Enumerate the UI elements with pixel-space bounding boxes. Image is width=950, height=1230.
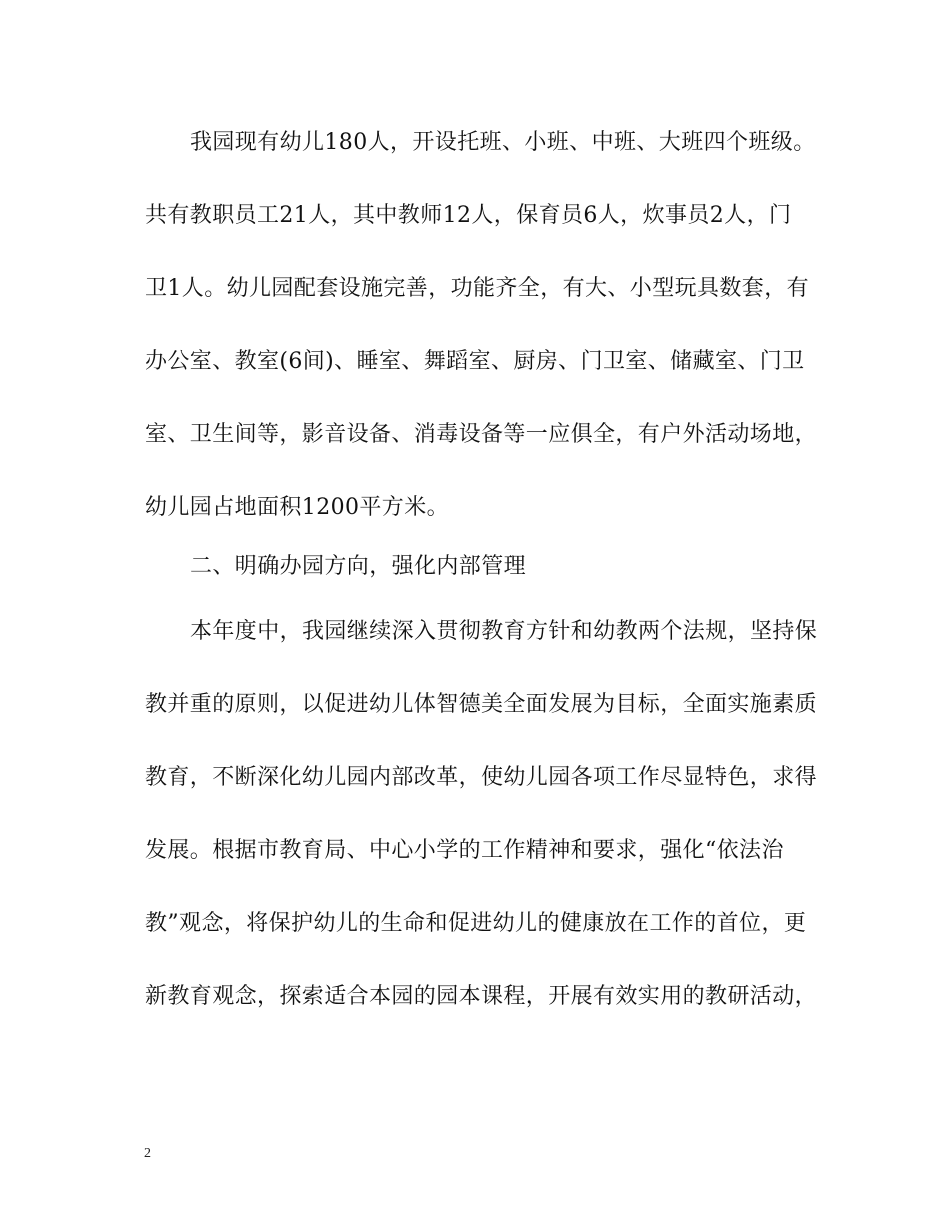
paragraph-line-11: 教”观念，将保护幼儿的生命和促进幼儿的健康放在工作的首位，更 xyxy=(145,911,807,936)
paragraph-line-12: 新教育观念，探索适合本园的园本课程，开展有效实用的教研活动， xyxy=(145,984,818,1009)
paragraph-line-6: 幼儿园占地面积1200平方米。 xyxy=(145,495,449,520)
paragraph-line-1: 我园现有幼儿180人，开设托班、小班、中班、大班四个班级。 xyxy=(190,130,816,155)
section-heading: 二、明确办园方向，强化内部管理 xyxy=(190,554,527,579)
paragraph-line-3: 卫1人。幼儿园配套设施完善，功能齐全，有大、小型玩具数套，有 xyxy=(145,276,809,301)
paragraph-line-5: 室、卫生间等，影音设备、消毒设备等一应俱全，有户外活动场地， xyxy=(145,422,818,447)
paragraph-line-10: 发展。根据市教育局、中心小学的工作精神和要求，强化“依法治 xyxy=(145,838,784,863)
paragraph-line-7: 本年度中，我园继续深入贯彻教育方针和幼教两个法规，坚持保 xyxy=(190,619,818,644)
paragraph-line-2: 共有教职员工21人，其中教师12人，保育员6人，炊事员2人，门 xyxy=(145,203,792,228)
paragraph-line-8: 教并重的原则，以促进幼儿体智德美全面发展为目标，全面实施素质 xyxy=(145,692,818,717)
page-number: 2 xyxy=(144,1146,151,1161)
paragraph-line-9: 教育，不断深化幼儿园内部改革，使幼儿园各项工作尽显特色，求得 xyxy=(145,765,818,790)
paragraph-line-4: 办公室、教室(6间)、睡室、舞蹈室、厨房、门卫室、储藏室、门卫 xyxy=(145,349,805,374)
